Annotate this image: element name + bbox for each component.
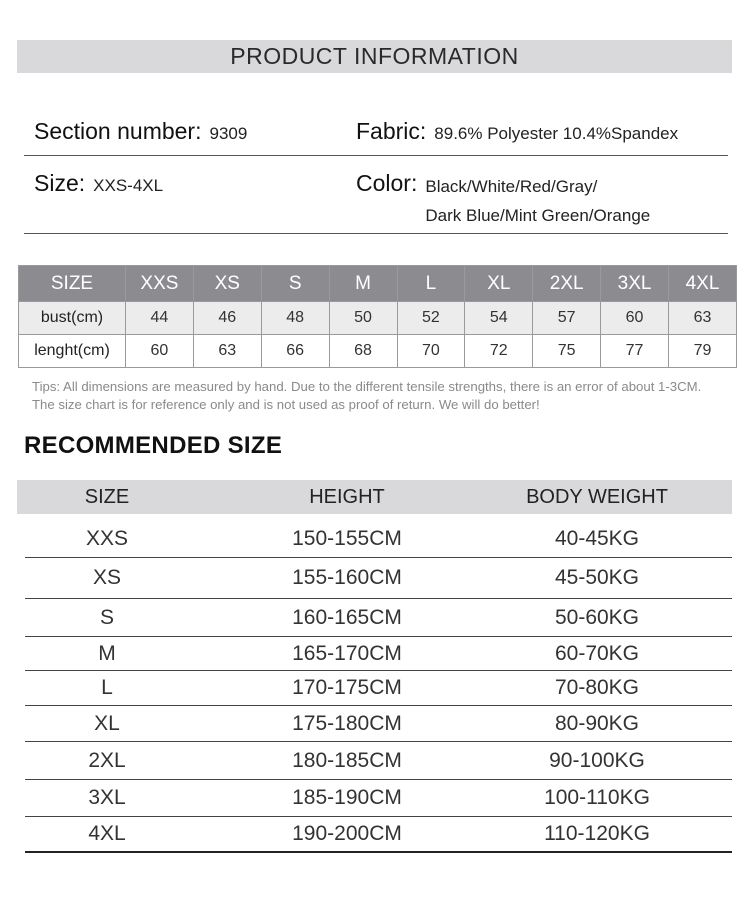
recommended-size-cell: L: [101, 676, 113, 699]
measurement-cell: 79: [669, 335, 737, 368]
product-information-banner: PRODUCT INFORMATION: [17, 40, 732, 73]
recommended-row: [25, 558, 732, 599]
recommended-height-cell: 160-165CM: [292, 605, 402, 629]
recommended-row: [25, 817, 732, 853]
recommended-row: [25, 637, 732, 671]
fabric-value: 89.6% Polyester 10.4%Spandex: [434, 124, 679, 143]
measurement-header-cell: SIZE: [19, 266, 126, 302]
recommended-weight-cell: 40-45KG: [554, 526, 640, 550]
recommended-weight-cell: 80-90KG: [554, 711, 640, 735]
recommended-weight-cell: 60-70KG: [554, 641, 640, 665]
recommended-row: [25, 780, 732, 817]
measurement-header-cell: XL: [465, 266, 533, 302]
recommended-height-cell: 180-185CM: [292, 748, 402, 772]
measurement-cell: 46: [193, 302, 261, 335]
info-row-1: [24, 112, 728, 156]
recommended-row: [25, 671, 732, 706]
recommended-size-cell: M: [98, 641, 116, 665]
measurement-header-cell: 2XL: [533, 266, 601, 302]
recommended-size-cell: S: [99, 605, 114, 629]
recommended-height-cell: 170-175CM: [292, 676, 402, 699]
color-value: [425, 172, 650, 230]
recommended-size-cell: XL: [94, 711, 120, 735]
measurement-cell: 44: [126, 302, 194, 335]
recommended-height-cell: 165-170CM: [292, 641, 402, 665]
measurement-cell: 68: [329, 335, 397, 368]
info-row-2: [24, 168, 728, 234]
recommended-size-cell: XS: [92, 566, 121, 589]
recommended-height-cell: 185-190CM: [292, 786, 402, 809]
section-number-field: [34, 118, 247, 145]
measurement-cell: 75: [533, 335, 601, 368]
section-number-label: Section number:: [34, 118, 202, 144]
recommended-weight-cell: 70-80KG: [554, 676, 640, 699]
measurement-row-bust: [19, 302, 737, 335]
recommended-size-cell: XXS: [85, 526, 129, 550]
recommended-header-weight: BODY WEIGHT: [526, 485, 668, 508]
recommended-row: [25, 520, 732, 558]
recommended-header-row: [17, 480, 732, 514]
measurement-header-cell: L: [397, 266, 465, 302]
color-value-line-2: Dark Blue/Mint Green/Orange: [425, 206, 651, 225]
recommended-row: [25, 742, 732, 780]
recommended-size-cell: 2XL: [88, 748, 126, 772]
recommended-weight-cell: 90-100KG: [549, 748, 645, 772]
recommended-weight-cell: 45-50KG: [554, 566, 640, 589]
recommended-header-height: HEIGHT: [309, 485, 385, 508]
recommended-size-cell: 3XL: [88, 786, 126, 809]
recommended-size-cell: 4XL: [88, 822, 126, 845]
measurement-row-label: bust(cm): [19, 302, 126, 335]
recommended-weight-cell: 50-60KG: [554, 605, 640, 629]
recommended-weight-cell: 110-120KG: [544, 822, 650, 845]
measurement-cell: 57: [533, 302, 601, 335]
size-value: XXS-4XL: [93, 176, 164, 195]
size-label: Size:: [34, 170, 86, 196]
measurement-header-cell: XXS: [126, 266, 194, 302]
measurement-cell: 60: [126, 335, 194, 368]
measurement-cell: 48: [261, 302, 329, 335]
measurement-cell: 66: [261, 335, 329, 368]
measurement-header-cell: 4XL: [669, 266, 737, 302]
measurement-tips: Tips: All dimensions are measured by hand. Due to the different tensile strengths, there is an error of about 1-3CM. The size chart is for reference only and is not used as proof of return. We will do better!: [32, 379, 702, 412]
measurement-header-cell: M: [329, 266, 397, 302]
measurement-header-cell: XS: [193, 266, 261, 302]
recommended-height-cell: 155-160CM: [292, 566, 402, 589]
recommended-weight-cell: 100-110KG: [544, 786, 650, 809]
measurement-header-cell: S: [261, 266, 329, 302]
measurement-header-row: [19, 266, 737, 302]
measurement-table: [18, 265, 737, 368]
measurement-row-length: [19, 335, 737, 368]
measurement-cell: 77: [601, 335, 669, 368]
measurement-cell: 60: [601, 302, 669, 335]
recommended-height-cell: 190-200CM: [292, 822, 402, 845]
measurement-cell: 63: [193, 335, 261, 368]
color-field: [356, 170, 650, 230]
recommended-row: [25, 706, 732, 742]
measurement-cell: 72: [465, 335, 533, 368]
recommended-height-cell: 175-180CM: [292, 711, 402, 735]
measurement-cell: 50: [329, 302, 397, 335]
color-label: Color:: [356, 170, 418, 196]
measurement-cell: 52: [397, 302, 465, 335]
color-value-line-1: Black/White/Red/Gray/: [425, 177, 598, 196]
measurement-row-label: lenght(cm): [19, 335, 126, 368]
recommended-table: [25, 520, 732, 853]
size-field: [34, 170, 163, 197]
measurement-cell: 70: [397, 335, 465, 368]
measurement-cell: 63: [669, 302, 737, 335]
recommended-height-cell: 150-155CM: [292, 526, 402, 550]
recommended-size-title: RECOMMENDED SIZE: [24, 432, 283, 459]
recommended-header-size: SIZE: [84, 485, 130, 508]
fabric-field: [356, 118, 678, 145]
measurement-header-cell: 3XL: [601, 266, 669, 302]
measurement-cell: 54: [465, 302, 533, 335]
recommended-row: [25, 599, 732, 637]
fabric-label: Fabric:: [356, 118, 427, 144]
section-number-value: 9309: [209, 124, 248, 143]
